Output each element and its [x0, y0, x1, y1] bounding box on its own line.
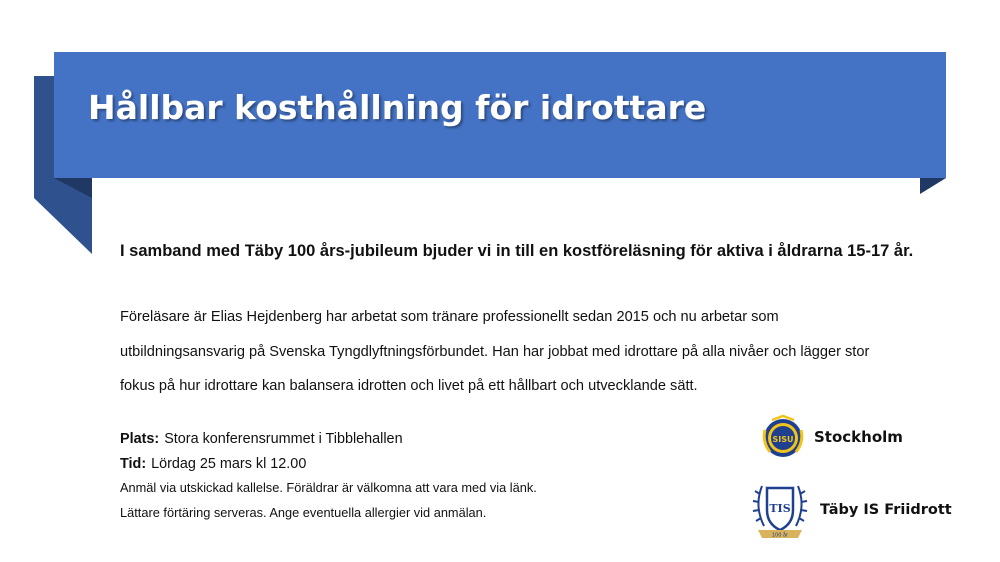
- taby-emblem-icon: [750, 476, 810, 544]
- time-value: Lördag 25 mars kl 12.00: [151, 456, 307, 472]
- body-line: utbildningsansvarig på Svenska Tyngdlyftningsförbundet. Han har jobbat med idrottare på alla nivåer och lägger stor: [120, 343, 870, 360]
- taby-label: Täby IS Friidrott: [820, 502, 952, 518]
- refreshments-note: Lättare förtäring serveras. Ange eventuella allergier vid anmälan.: [120, 505, 487, 520]
- intro-text: I samband med Täby 100 års-jubileum bjuder vi in till en kostföreläsning för aktiva i åldrarna 15-17 år.: [120, 242, 914, 260]
- taby-emblem-text: TIS: [769, 502, 791, 515]
- place-value: Stora konferensrummet i Tibblehallen: [164, 431, 403, 447]
- taby-ribbon-text: 100 år: [771, 532, 789, 539]
- sisu-logo: [760, 414, 903, 460]
- body-text: [120, 300, 910, 404]
- ribbon-right-fold: [920, 178, 946, 194]
- taby-logo: [750, 476, 952, 544]
- sisu-emblem-text: SISU: [772, 435, 794, 444]
- time-label: Tid:: [120, 456, 147, 472]
- place-label: Plats:: [120, 431, 160, 447]
- sisu-label: Stockholm: [814, 428, 903, 446]
- sisu-emblem-icon: [760, 414, 806, 460]
- event-details: [120, 428, 740, 528]
- place-line: [120, 428, 740, 453]
- body-line: fokus på hur idrottare kan balansera idrotten och livet på ett hållbart och utvecklande sätt.: [120, 378, 698, 394]
- signup-note: Anmäl via utskickad kallelse. Föräldrar är välkomna att vara med via länk.: [120, 480, 537, 495]
- title-ribbon: [0, 0, 1000, 260]
- banner-title: Hållbar kosthållning för idrottare: [88, 88, 707, 127]
- time-line: [120, 453, 740, 478]
- body-line: Föreläsare är Elias Hejdenberg har arbetat som tränare professionellt sedan 2015 och nu arbetar som: [120, 309, 779, 325]
